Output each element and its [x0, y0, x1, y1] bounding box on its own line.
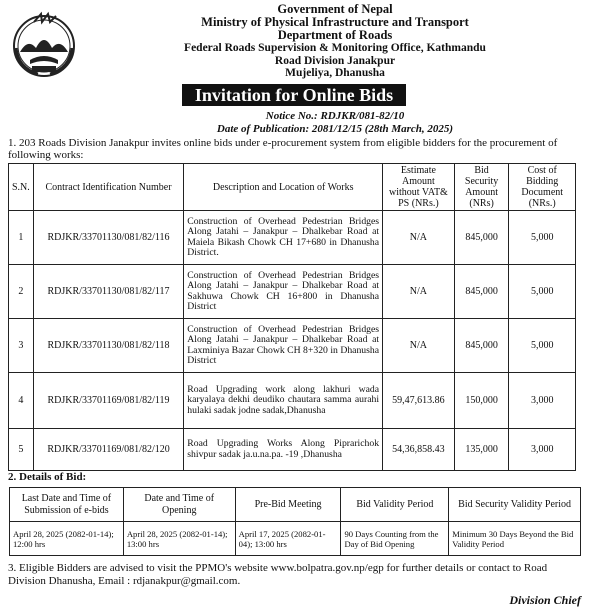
row-document-cost: 5,000 — [509, 211, 576, 265]
row-document-cost: 3,000 — [509, 373, 576, 429]
row-contract-id: RDJKR/33701130/081/82/117 — [33, 265, 183, 319]
col-header-sn: S.N. — [9, 164, 34, 211]
row-description: Construction of Overhead Pedestrian Bridges Along Jatahi – Janakpur – Dhalkebar Road at Laxminiya Bazar Chowk CH 8+320 in Dhanusha District — [184, 319, 383, 373]
row-description: Road Upgrading work along lakhuri wada karyalaya dekhi deudiko chautara samma aurahi hulaki sadak jodne sadak,Dhanusha — [184, 373, 383, 429]
bids-table-header-row — [9, 164, 576, 211]
row-estimate: N/A — [383, 211, 455, 265]
details-value-row — [10, 522, 581, 556]
details-header-row — [10, 488, 581, 522]
details-validity-period: 90 Days Counting from the Day of Bid Opening — [341, 522, 449, 556]
details-opening-date: April 28, 2025 (2082-01-14); 13:00 hrs — [123, 522, 235, 556]
notice-number: Notice No.: RDJKR/081-82/10 — [265, 110, 405, 122]
row-sn: 2 — [9, 265, 34, 319]
col-header-description: Description and Location of Works — [184, 164, 383, 211]
row-bid-security: 150,000 — [454, 373, 509, 429]
table-row — [9, 319, 576, 373]
row-sn: 4 — [9, 373, 34, 429]
table-row — [9, 211, 576, 265]
row-bid-security: 135,000 — [454, 429, 509, 471]
row-sn: 1 — [9, 211, 34, 265]
row-sn: 3 — [9, 319, 34, 373]
details-header-submission: Last Date and Time of Submission of e-bids — [10, 488, 124, 522]
row-estimate: 54,36,858.43 — [383, 429, 455, 471]
details-header-prebid: Pre-Bid Meeting — [235, 488, 341, 522]
signature-division-chief: Division Chief — [509, 593, 581, 607]
bids-table — [8, 163, 576, 471]
row-bid-security: 845,000 — [454, 319, 509, 373]
details-security-validity-period: Minimum 30 Days Beyond the Bid Validity Period — [449, 522, 581, 556]
row-contract-id: RDJKR/33701130/081/82/118 — [33, 319, 183, 373]
row-sn: 5 — [9, 429, 34, 471]
details-prebid-date: April 17, 2025 (2082-01-04); 13:00 hrs — [235, 522, 341, 556]
col-header-contract: Contract Identification Number — [33, 164, 183, 211]
row-bid-security: 845,000 — [454, 211, 509, 265]
details-header-security-validity: Bid Security Validity Period — [449, 488, 581, 522]
header-government: Government of Nepal — [277, 2, 393, 16]
details-header-validity: Bid Validity Period — [341, 488, 449, 522]
row-estimate: N/A — [383, 265, 455, 319]
details-header-opening: Date and Time of Opening — [123, 488, 235, 522]
header-location: Mujeliya, Dhanusha — [285, 67, 385, 79]
header-division: Road Division Janakpur — [274, 54, 396, 67]
bid-details-table — [9, 487, 581, 556]
row-contract-id: RDJKR/33701169/081/82/119 — [33, 373, 183, 429]
row-contract-id: RDJKR/33701130/081/82/116 — [33, 211, 183, 265]
col-header-estimate: Estimate Amount without VAT& PS (NRs.) — [383, 164, 455, 211]
nepal-government-emblem-icon — [8, 8, 80, 80]
notice-title: Invitation for Online Bids — [182, 84, 406, 106]
intro-paragraph: 1. 203 Roads Division Janakpur invites online bids under e-procurement system from eligible bidders for the procurement of following works: — [8, 137, 558, 161]
row-description: Construction of Overhead Pedestrian Bridges Along Jatahi – Janakpur – Dhalkebar Road at Maiela Bikash Chowk CH 17+680 in Dhanusha District. — [184, 211, 383, 265]
row-estimate: 59,47,613.86 — [383, 373, 455, 429]
col-header-cost: Cost of Bidding Document (NRs.) — [509, 164, 576, 211]
header-department: Department of Roads — [277, 28, 393, 42]
row-document-cost: 5,000 — [509, 265, 576, 319]
contact-paragraph: 3. Eligible Bidders are advised to visit the PPMO's website www.bolpatra.gov.np/egp for further details or contact to Road Division Dhanusha, Email : rdjanakpur@gmail.com. — [8, 562, 548, 587]
publication-date: Date of Publication: 2081/12/15 (28th March, 2025) — [216, 123, 454, 135]
row-contract-id: RDJKR/33701169/081/82/120 — [33, 429, 183, 471]
row-description: Construction of Overhead Pedestrian Bridges Along Jatahi – Janakpur – Dhalkebar Road at Sakhuwa Chowk CH 16+800 in Dhanusha District — [184, 265, 383, 319]
row-description: Road Upgrading Works Along Piprarichok shivpur sadak ja.u.na.pa. -19 ,Dhanusha — [184, 429, 383, 471]
header-office: Federal Roads Supervision & Monitoring Office, Kathmandu — [184, 42, 486, 54]
row-document-cost: 3,000 — [509, 429, 576, 471]
table-row — [9, 429, 576, 471]
notice-info — [120, 110, 550, 136]
col-header-security: Bid Security Amount (NRs) — [454, 164, 509, 211]
header-ministry: Ministry of Physical Infrastructure and Transport — [201, 15, 469, 29]
table-row — [9, 373, 576, 429]
details-heading: 2. Details of Bid: — [8, 471, 87, 483]
details-submission-date: April 28, 2025 (2082-01-14); 12:00 hrs — [10, 522, 124, 556]
row-document-cost: 5,000 — [509, 319, 576, 373]
table-row — [9, 265, 576, 319]
row-estimate: N/A — [383, 319, 455, 373]
office-header — [120, 3, 550, 80]
row-bid-security: 845,000 — [454, 265, 509, 319]
